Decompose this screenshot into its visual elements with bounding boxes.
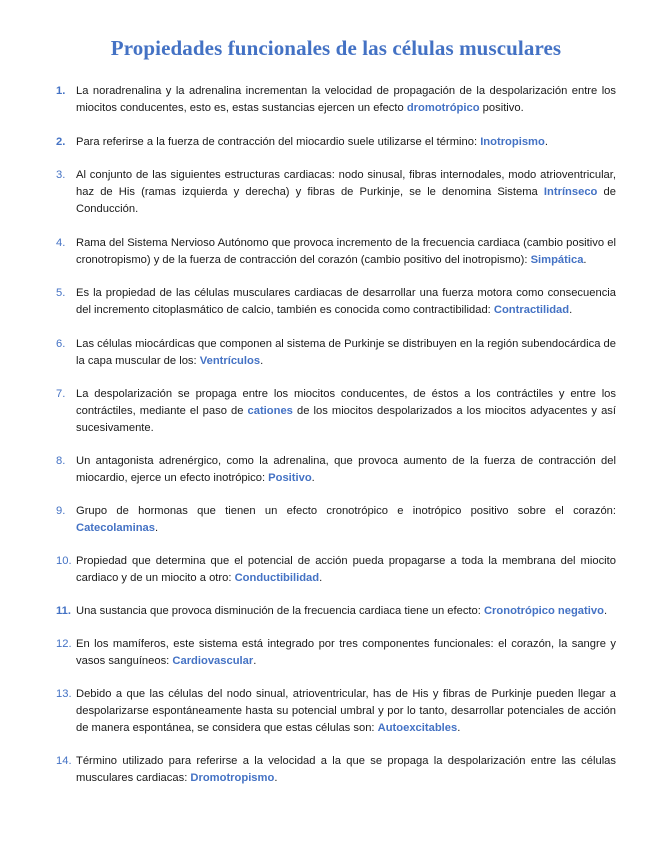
answer-term: Contractilidad: [493, 304, 570, 316]
item-text: Propiedad que determina que el potencial de acción pueda propagarse a toda la membrana del miocito cardiaco y de un miocito a otro: Conductibilidad.: [76, 555, 616, 584]
item-text: Las células miocárdicas que componen al sistema de Purkinje se distribuyen en la región subendocárdica de la capa muscular de los: Ventrículos.: [76, 338, 616, 367]
answer-term: cationes: [247, 405, 293, 417]
answer-term: Dromotropismo: [190, 772, 275, 784]
answer-term: Cronotrópico negativo: [483, 605, 604, 617]
item-number: 9.: [56, 505, 66, 517]
item-text: Es la propiedad de las células musculares cardiacas de desarrollar una fuerza motora como consecuencia del incremento citoplasmático de calcio, también es conocida como contractibilidad: Contractilidad.: [76, 287, 616, 316]
answer-term: Ventrículos: [199, 355, 261, 367]
page-title: Propiedades funcionales de las células musculares: [110, 36, 562, 60]
list-item: [56, 603, 616, 620]
item-number: 5.: [56, 287, 66, 299]
item-number: 3.: [56, 169, 66, 181]
item-text: Término utilizado para referirse a la velocidad a la que se propaga la despolarización entre las células musculares cardiacas: Dromotropismo.: [76, 755, 616, 784]
item-text: Rama del Sistema Nervioso Autónomo que provoca incremento de la frecuencia cardiaca (cambio positivo el cronotropismo) y de la fuerza de contracción del corazón (cambio positivo del inotropismo): Simpática.: [76, 237, 616, 266]
item-number: 6.: [56, 338, 66, 350]
list-item: [56, 83, 616, 117]
answer-term: Simpática: [530, 254, 584, 266]
list-item: [56, 285, 616, 319]
answer-term: Inotropismo: [480, 136, 545, 148]
answer-term: Conductibilidad: [234, 572, 320, 584]
item-number: 7.: [56, 388, 66, 400]
answer-term: Cardiovascular: [172, 655, 254, 667]
answer-term: Positivo: [268, 472, 312, 484]
item-text: Debido a que las células del nodo sinual, atrioventricular, has de His y fibras de Purkinje pueden llegar a despolarizarse espontáneamente hasta su potencial umbral y por lo tanto, desarrollar potenciales de acción de manera espontánea, se considera que estas células son: Autoexcitables.: [76, 688, 616, 734]
item-number: 4.: [56, 237, 66, 249]
list-item: [56, 686, 616, 737]
item-number: 8.: [56, 455, 66, 467]
answer-term: Autoexcitables: [377, 722, 458, 734]
list-item: [56, 636, 616, 670]
list-item: [56, 336, 616, 370]
question-list: [56, 83, 616, 787]
list-item: [56, 503, 616, 537]
item-number: 11.: [56, 605, 71, 617]
item-text: La noradrenalina y la adrenalina incrementan la velocidad de propagación de la despolarización entre los miocitos conducentes, esto es, estas sustancias ejercen un efecto dromotrópico positivo.: [76, 85, 616, 114]
item-text: Al conjunto de las siguientes estructuras cardiacas: nodo sinusal, fibras internodales, modo atrioventricular, haz de His (ramas izquierda y derecha) y fibras de Purkinje, se le denomina Sistema Intrínseco de Conducción.: [76, 169, 616, 215]
list-item: [56, 386, 616, 437]
list-item: [56, 553, 616, 587]
item-text: Un antagonista adrenérgico, como la adrenalina, que provoca aumento de la fuerza de contracción del miocardio, ejerce un efecto inotrópico: Positivo.: [76, 455, 616, 484]
item-number: 1.: [56, 85, 66, 97]
list-item: [56, 753, 616, 787]
answer-term: Catecolaminas: [76, 522, 155, 534]
item-text: La despolarización se propaga entre los miocitos conducentes, de éstos a los contráctiles y entre los contráctiles, mediante el paso de cationes de los miocitos despolarizados a los miocitos adyacentes y así sucesivamente.: [76, 388, 616, 434]
answer-term: Intrínseco: [543, 186, 598, 198]
item-number: 2.: [56, 136, 66, 148]
item-number: 13.: [56, 688, 72, 700]
item-text: Una sustancia que provoca disminución de la frecuencia cardiaca tiene un efecto: Cronotrópico negativo.: [76, 605, 608, 617]
list-item: [56, 453, 616, 487]
list-item: [56, 235, 616, 269]
list-item: [56, 134, 616, 151]
list-item: [56, 167, 616, 218]
item-number: 14.: [56, 755, 72, 767]
item-text: Para referirse a la fuerza de contracción del miocardio suele utilizarse el término: Inotropismo.: [76, 136, 548, 148]
answer-term: dromotrópico: [406, 102, 480, 114]
item-number: 12.: [56, 638, 72, 650]
item-text: Grupo de hormonas que tienen un efecto cronotrópico e inotrópico positivo sobre el corazón: Catecolaminas.: [76, 505, 616, 534]
item-text: En los mamíferos, este sistema está integrado por tres componentes funcionales: el corazón, la sangre y vasos sanguíneos: Cardiovascular.: [76, 638, 616, 667]
item-number: 10.: [56, 555, 72, 567]
